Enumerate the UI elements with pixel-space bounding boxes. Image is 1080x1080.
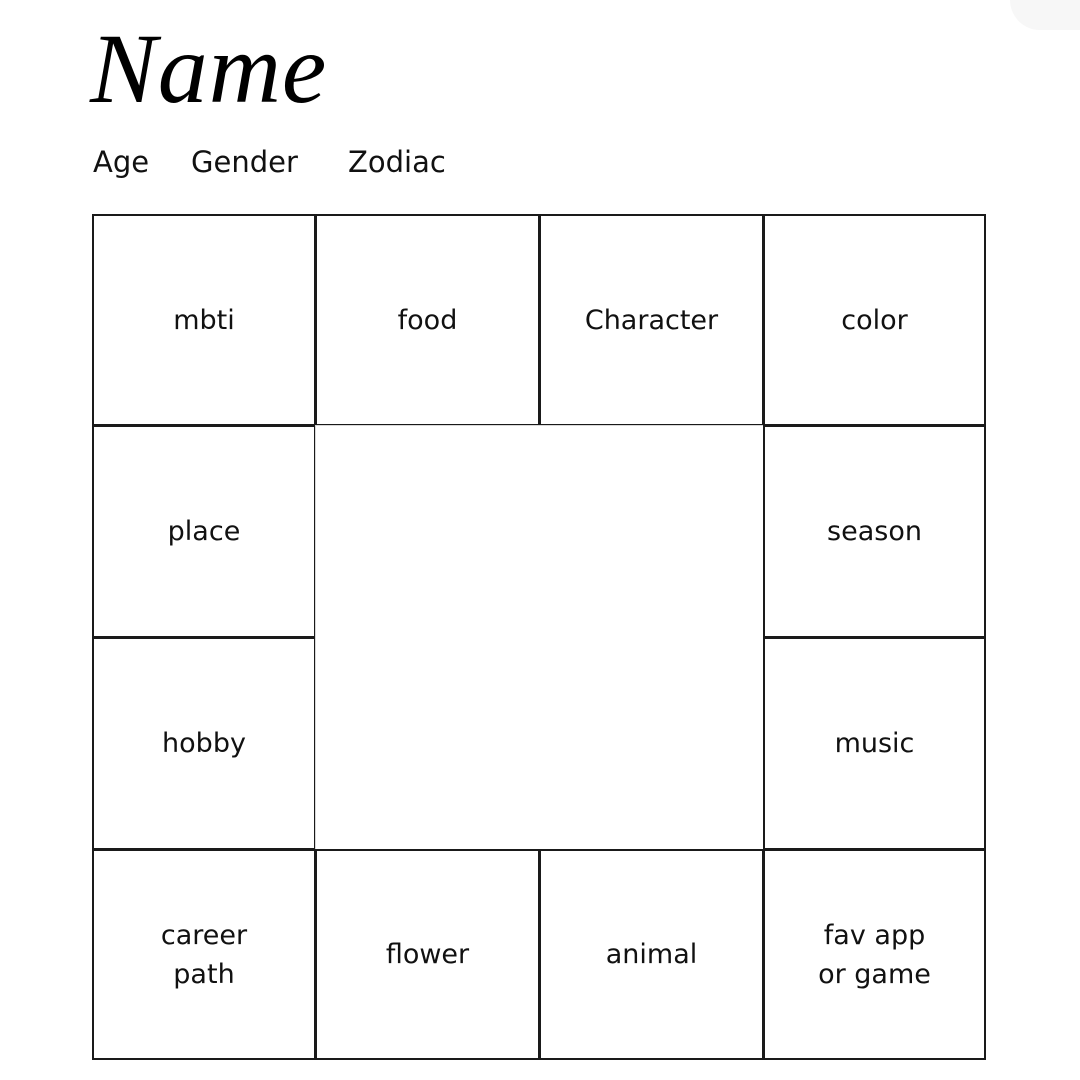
corner-decoration [1010,0,1080,30]
cell-label: music [834,728,915,759]
age-label: Age [93,145,150,179]
cell-label: hobby [162,728,246,759]
cell-label: color [841,304,908,336]
cell-food[interactable] [315,214,540,426]
name-title: Name [90,13,328,124]
gender-label: Gender [191,145,298,179]
cell-label: animal [605,939,698,970]
cell-label: place [167,516,241,547]
cell-label: Character [584,304,719,336]
cell-label: food [397,304,458,336]
cell-mbti[interactable] [92,214,316,426]
cell-label: flower [385,939,470,970]
center-photo-area[interactable] [315,425,764,850]
cell-animal[interactable] [539,849,764,1060]
cell-label: fav app or game [818,919,931,990]
cell-label: career path [160,919,248,990]
cell-label: season [827,516,922,547]
zodiac-label: Zodiac [348,145,446,179]
cell-music[interactable] [763,637,986,850]
cell-place[interactable] [92,425,316,638]
cell-season[interactable] [763,425,986,638]
cell-color[interactable] [763,214,986,426]
cell-hobby[interactable] [92,637,316,850]
cell-fav-app-or-game[interactable] [763,849,986,1060]
cell-label: mbti [173,304,235,336]
cell-character[interactable] [539,214,764,426]
cell-flower[interactable] [315,849,540,1060]
cell-career-path[interactable] [92,849,316,1060]
profile-grid [92,214,986,1060]
